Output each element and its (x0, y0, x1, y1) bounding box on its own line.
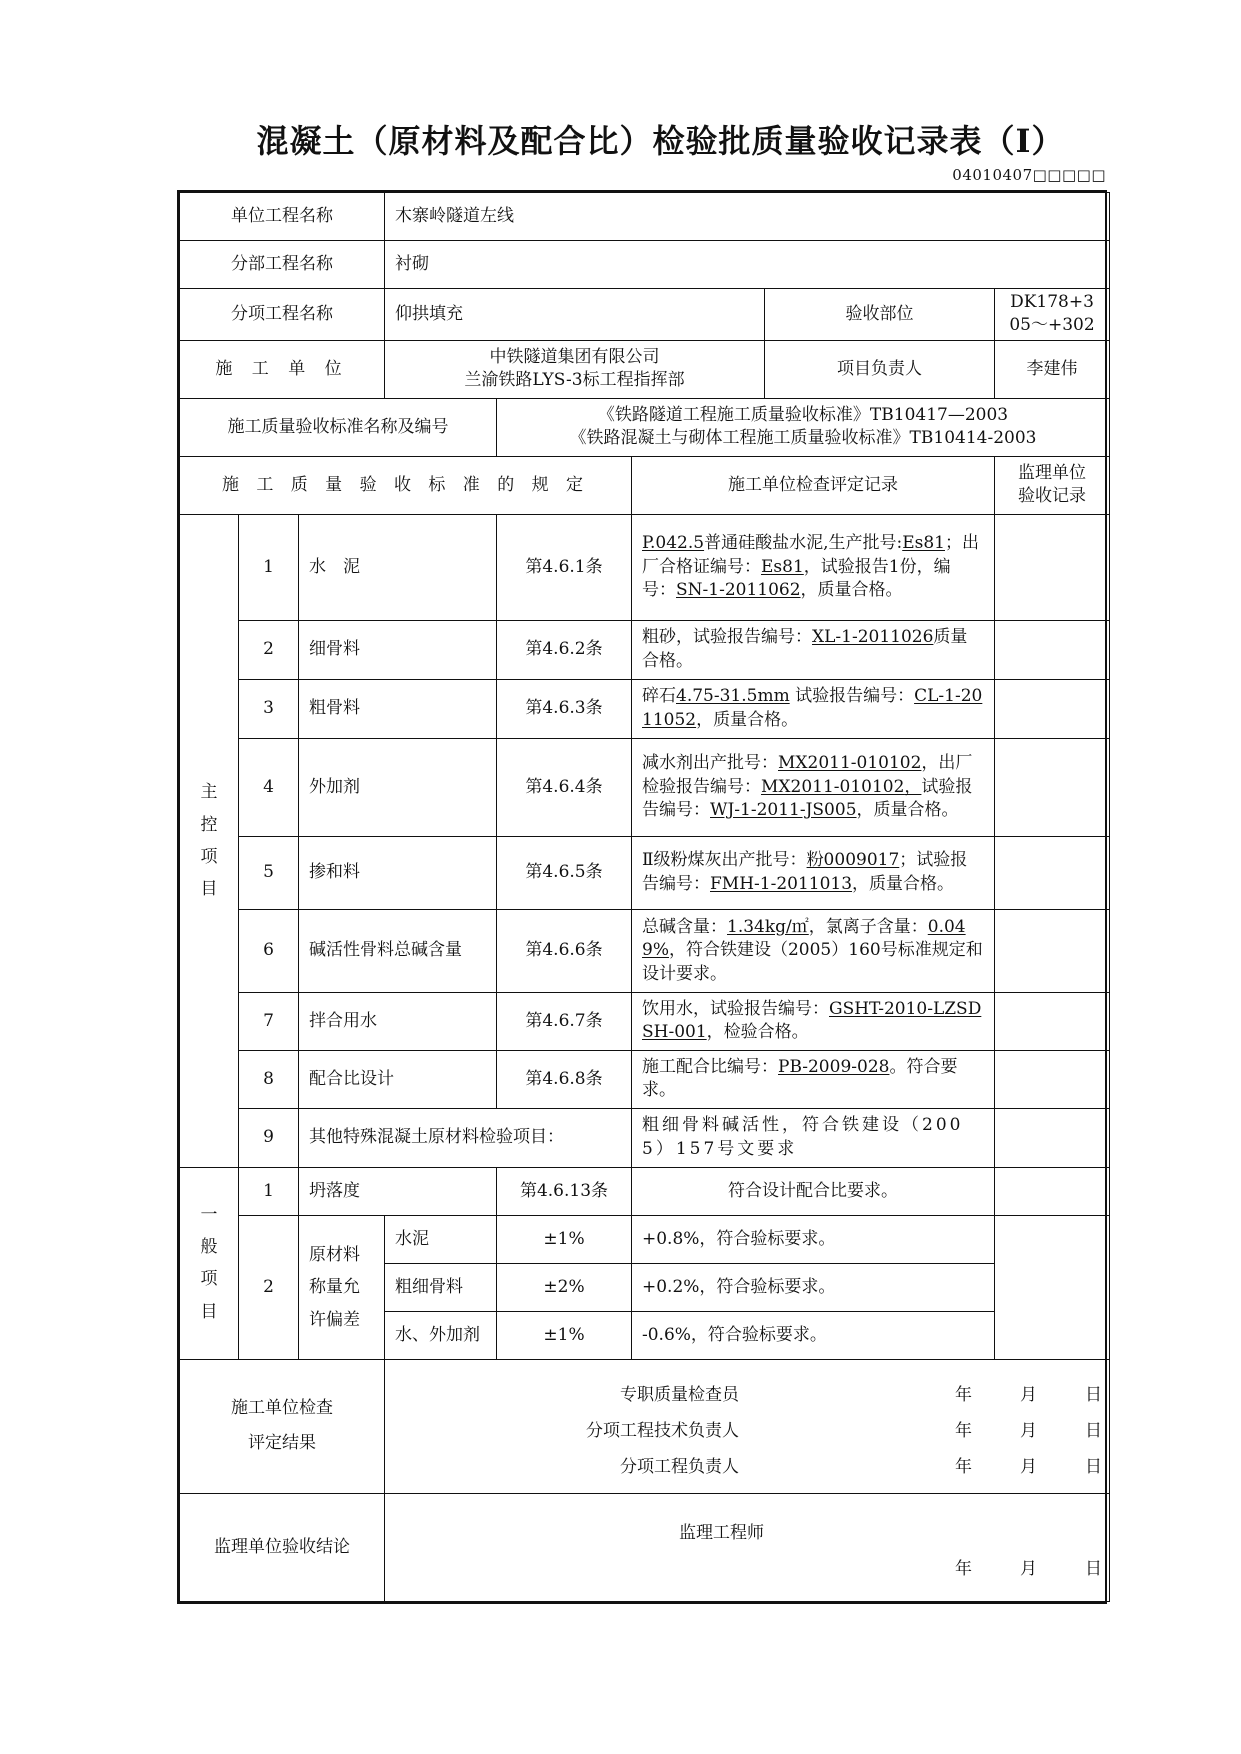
contractor-result-line-1: 施工单位检查 (231, 1397, 333, 1418)
item-supervisor-cell (995, 514, 1110, 620)
day-label: 日 (1085, 1384, 1102, 1405)
item-record (632, 836, 995, 909)
record-text: 质量合格。 (642, 627, 968, 671)
filled-value: 0.049% (642, 916, 966, 961)
item-record (632, 620, 995, 679)
filled-value: P.042.5 (642, 533, 705, 554)
main-item-row (180, 679, 1110, 738)
item-supervisor-cell (995, 679, 1110, 738)
item-supervisor-cell (995, 1050, 1110, 1108)
record-text: ，氯离子含量： (808, 916, 928, 937)
contractor-value (385, 340, 765, 398)
filled-value: PB-2009-028 (778, 1056, 890, 1077)
item-record: +0.2%，符合验标要求。 (632, 1263, 995, 1311)
standard-line-1: 《铁路隧道工程施工质量验收标准》TB10417—2003 (597, 404, 1009, 425)
record-text: 普通硅酸盐水泥,生产批号: (704, 533, 903, 554)
record-text: 施工配合比编号： (642, 1056, 778, 1077)
contractor-result-label (180, 1359, 385, 1493)
filled-value: ， (904, 776, 922, 797)
document-number: 04010407□□□□□ (952, 166, 1106, 184)
contractor-signature-area (385, 1359, 1110, 1493)
supervisor-result-label: 监理单位验收结论 (180, 1493, 385, 1601)
filled-value: FMH-1-2011013 (710, 873, 853, 894)
item-number: 6 (239, 909, 299, 992)
tolerance-value: ±1% (497, 1215, 632, 1263)
month-label: 月 (1020, 1558, 1037, 1579)
main-item-row (180, 738, 1110, 836)
item-supervisor-cell (995, 1215, 1110, 1359)
item-supervisor-cell (995, 1108, 1110, 1167)
item-record: +0.8%，符合验标要求。 (632, 1215, 995, 1263)
item-number: 3 (239, 679, 299, 738)
item-record (632, 992, 995, 1050)
record-text: ，检验合格。 (706, 1022, 809, 1043)
record-text: ，质量合格。 (696, 709, 799, 730)
record-text: 饮用水，试验报告编号： (642, 998, 829, 1019)
supervisor-header-line-1: 监理单位 (1018, 462, 1087, 483)
sub-project-value: 衬砌 (385, 241, 1110, 289)
filled-value: 粉0009017 (806, 850, 900, 871)
contractor-label: 施 工 单 位 (180, 340, 385, 398)
unit-project-row (180, 193, 1110, 241)
item-supervisor-cell (995, 738, 1110, 836)
column-header-row (180, 456, 1110, 514)
page-title: 混凝土（原材料及配合比）检验批质量验收记录表（Ⅰ） (256, 122, 1065, 160)
record-text: ；出厂合格证编号： (642, 533, 979, 577)
contractor-line-2: 兰渝铁路LYS-3标工程指挥部 (464, 370, 685, 391)
group-char: 一 (200, 1204, 218, 1225)
year-label: 年 (955, 1456, 972, 1477)
item-name: 拌合用水 (299, 992, 497, 1050)
contractor-row (180, 340, 1110, 398)
item-name: 外加剂 (299, 738, 497, 836)
weighing-label-line: 原材料 (309, 1244, 360, 1265)
day-label: 日 (1085, 1420, 1102, 1441)
standard-line-2: 《铁路混凝土与砌体工程施工质量验收标准》TB10414-2003 (569, 428, 1037, 449)
form-table (179, 192, 1110, 1602)
weighing-label-line: 称量允 (309, 1277, 360, 1298)
main-item-row (180, 1050, 1110, 1108)
contractor-result-row (180, 1359, 1110, 1493)
item-supervisor-cell (995, 620, 1110, 679)
main-item-row (180, 836, 1110, 909)
item-clause: 第4.6.3条 (497, 679, 632, 738)
item-clause: 第4.6.13条 (497, 1167, 632, 1215)
general-item-row (180, 1167, 1110, 1215)
contractor-line-1: 中铁隧道集团有限公司 (489, 346, 660, 367)
supervisor-column-header (995, 456, 1110, 514)
item-project-label: 分项工程名称 (180, 289, 385, 341)
spec-column-header: 施 工 质 量 验 收 标 准 的 规 定 (180, 456, 632, 514)
item-record (632, 1108, 995, 1167)
item-record (632, 679, 995, 738)
group-char: 目 (200, 879, 218, 900)
manager-value: 李建伟 (995, 340, 1110, 398)
year-label: 年 (955, 1558, 972, 1579)
filled-value: 1.34kg/㎡ (727, 916, 809, 937)
signer-title: 监理工程师 (679, 1522, 765, 1543)
material-name: 粗细骨料 (385, 1263, 497, 1311)
record-text: 试验报告编号： (789, 686, 915, 707)
manager-label: 项目负责人 (765, 340, 995, 398)
location-label: 验收部位 (765, 289, 995, 341)
item-name: 碱活性骨料总碱含量 (299, 909, 497, 992)
group-char: 般 (200, 1237, 218, 1258)
item-clause: 第4.6.6条 (497, 909, 632, 992)
group-char: 目 (200, 1301, 218, 1322)
item-number: 5 (239, 836, 299, 909)
filled-value: Es81 (902, 533, 945, 554)
signer-title: 专职质量检查员 (620, 1384, 740, 1405)
item-clause: 第4.6.4条 (497, 738, 632, 836)
filled-value: WJ-1-2011-JS005 (710, 800, 857, 821)
item-project-row (180, 289, 1110, 341)
item-record (632, 1050, 995, 1108)
record-text: ，质量合格。 (800, 580, 903, 601)
record-text: 试验报告编号： (642, 776, 973, 821)
record-text: 。符合要求。 (642, 1056, 958, 1101)
sub-project-label: 分部工程名称 (180, 241, 385, 289)
day-label: 日 (1085, 1558, 1102, 1579)
filled-value: MX2011-010102 (761, 776, 905, 797)
item-record (632, 738, 995, 836)
item-record (632, 909, 995, 992)
material-name: 水泥 (385, 1215, 497, 1263)
signer-title: 分项工程技术负责人 (586, 1420, 740, 1441)
supervisor-header-line-2: 验收记录 (1018, 486, 1087, 507)
general-group-label (180, 1167, 239, 1359)
filled-value: Es81 (761, 556, 804, 577)
record-text: ，质量合格。 (852, 873, 955, 894)
filled-value: MX2011-010102 (778, 753, 922, 774)
item-supervisor-cell (995, 836, 1110, 909)
record-text: ；试验报告编号： (642, 850, 968, 894)
item-name: 粗骨料 (299, 679, 497, 738)
weighing-row (180, 1215, 1110, 1263)
main-item-row (180, 1108, 1110, 1167)
contractor-result-line-2: 评定结果 (248, 1433, 316, 1454)
signer-title: 分项工程负责人 (620, 1456, 740, 1477)
item-number: 9 (239, 1108, 299, 1167)
month-label: 月 (1020, 1384, 1037, 1405)
standard-row (180, 398, 1110, 456)
item-record: -0.6%，符合验标要求。 (632, 1311, 995, 1359)
item-supervisor-cell (995, 909, 1110, 992)
group-char: 项 (200, 846, 218, 867)
group-char: 项 (200, 1269, 218, 1290)
record-text: ，出厂检验报告编号： (642, 753, 973, 797)
item-number: 2 (239, 1215, 299, 1359)
month-label: 月 (1020, 1456, 1037, 1477)
item-name: 细骨料 (299, 620, 497, 679)
item-clause: 第4.6.1条 (497, 514, 632, 620)
year-label: 年 (955, 1420, 972, 1441)
material-name: 水、外加剂 (385, 1311, 497, 1359)
item-name: 水 泥 (299, 514, 497, 620)
filled-value: GSHT-2010-LZSDSH-001 (642, 998, 982, 1043)
supervisor-signature-area (385, 1493, 1110, 1601)
item-number: 4 (239, 738, 299, 836)
location-value: DK178+305～+302 (995, 289, 1110, 341)
item-number: 7 (239, 992, 299, 1050)
tolerance-value: ±2% (497, 1263, 632, 1311)
record-text: ，质量合格。 (856, 800, 959, 821)
item-clause: 第4.6.2条 (497, 620, 632, 679)
item-clause: 第4.6.8条 (497, 1050, 632, 1108)
record-text: 碎石 (642, 686, 676, 707)
unit-project-value: 木寨岭隧道左线 (385, 193, 1110, 241)
weighing-tolerance-label (299, 1215, 385, 1359)
inspection-record-form (177, 190, 1107, 1604)
tolerance-value: ±1% (497, 1311, 632, 1359)
record-text: ，符合铁建设（2005）160号标准规定和设计要求。 (642, 940, 983, 984)
item-project-value: 仰拱填充 (385, 289, 765, 341)
unit-project-label: 单位工程名称 (180, 193, 385, 241)
record-text: Ⅱ级粉煤灰出产批号： (642, 850, 807, 871)
supervisor-result-row (180, 1493, 1110, 1601)
year-label: 年 (955, 1384, 972, 1405)
record-text: 总碱含量： (642, 916, 727, 937)
item-name: 坍落度 (299, 1167, 497, 1215)
item-name: 配合比设计 (299, 1050, 497, 1108)
item-supervisor-cell (995, 992, 1110, 1050)
item-name: 掺和料 (299, 836, 497, 909)
contractor-record-column-header: 施工单位检查评定记录 (632, 456, 995, 514)
item-record (632, 514, 995, 620)
standard-label: 施工质量验收标准名称及编号 (180, 398, 497, 456)
main-control-group-label (180, 514, 239, 1167)
filled-value: CL-1-2011052 (642, 686, 983, 730)
weighing-label-line: 许偏差 (309, 1309, 360, 1330)
main-item-row (180, 620, 1110, 679)
item-supervisor-cell (995, 1167, 1110, 1215)
record-text: ，试验报告1份，编号： (642, 556, 951, 601)
filled-value: SN-1-2011062 (676, 580, 801, 601)
item-record: 符合设计配合比要求。 (632, 1167, 995, 1215)
sub-project-row (180, 241, 1110, 289)
standard-value (497, 398, 1110, 456)
group-char: 主 (200, 782, 218, 803)
main-item-row (180, 909, 1110, 992)
main-item-row (180, 514, 1110, 620)
day-label: 日 (1085, 1456, 1102, 1477)
item-number: 2 (239, 620, 299, 679)
main-item-row (180, 992, 1110, 1050)
item-number: 1 (239, 1167, 299, 1215)
filled-value: XL-1-2011026 (812, 627, 934, 648)
filled-value: 4.75-31.5mm (676, 686, 790, 707)
record-text: 粗砂，试验报告编号： (642, 627, 812, 648)
item-number: 1 (239, 514, 299, 620)
item-clause: 第4.6.7条 (497, 992, 632, 1050)
group-char: 控 (200, 814, 218, 835)
item-clause: 第4.6.5条 (497, 836, 632, 909)
item-number: 8 (239, 1050, 299, 1108)
record-text: 粗细骨料碱活性，符合铁建设（2005）157号文要求 (642, 1115, 964, 1159)
item-name: 其他特殊混凝土原材料检验项目： (299, 1108, 632, 1167)
record-text: 减水剂出产批号： (642, 753, 778, 774)
month-label: 月 (1020, 1420, 1037, 1441)
